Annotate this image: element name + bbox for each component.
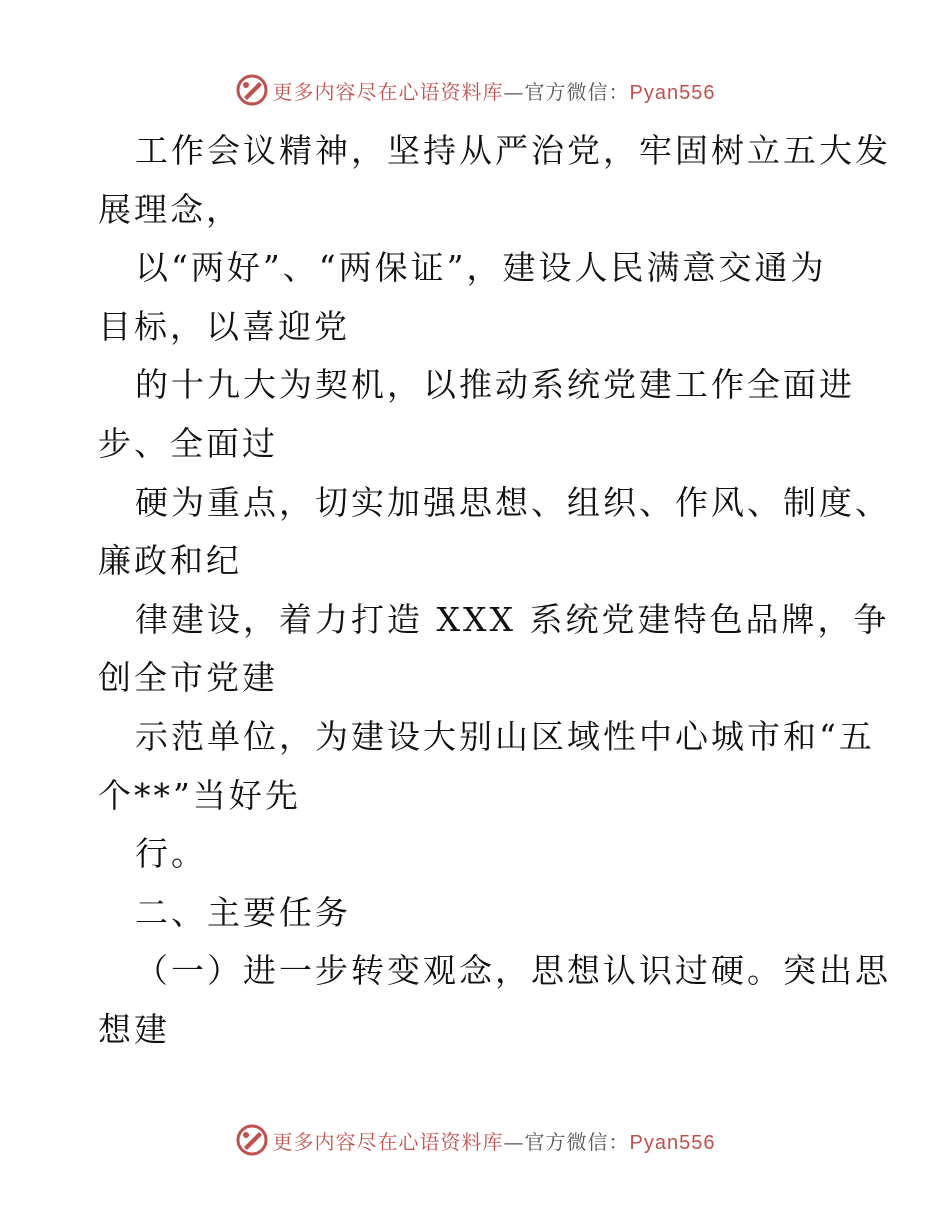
- brand-logo-icon: [235, 1123, 269, 1157]
- brand-logo-icon: [235, 73, 269, 107]
- watermark-text: 更多内容尽在心语资料库—官方微信：Pyan556: [272, 79, 716, 104]
- watermark-text: 更多内容尽在心语资料库—官方微信：Pyan556: [272, 1129, 716, 1154]
- text-line: 行。: [135, 834, 207, 874]
- text-line: 工作会议精神，坚持从严治党，牢固树立五大发: [135, 131, 891, 170]
- text-line: 创全市党建: [98, 658, 278, 698]
- text-line: 硬为重点，切实加强思想、组织、作风、制度、: [135, 482, 891, 522]
- text-line: 示范单位，为建设大别山区域性中心城市和“五: [135, 716, 875, 756]
- text-line: 个**”当好先: [98, 775, 301, 815]
- text-line: 的十九大为契机，以推动系统党建工作全面进: [135, 365, 855, 405]
- text-line: 目标，以喜迎党: [98, 306, 350, 346]
- text-line: 展理念，: [98, 189, 242, 229]
- footer-watermark: [0, 1120, 950, 1160]
- text-line: 步、全面过: [98, 423, 278, 463]
- text-line: 想建: [98, 1009, 170, 1049]
- text-line: 廉政和纪: [98, 541, 242, 581]
- text-line: （一）进一步转变观念，思想认识过硬。突出思: [135, 951, 891, 991]
- section-heading: 二、主要任务: [135, 892, 351, 932]
- document-body: [98, 122, 891, 1060]
- text-line: 以“两好”、“两保证”，建设人民满意交通为: [135, 248, 827, 288]
- header-watermark: [0, 70, 950, 110]
- text-line: 律建设，着力打造 XXX 系统党建特色品牌，争: [135, 599, 890, 639]
